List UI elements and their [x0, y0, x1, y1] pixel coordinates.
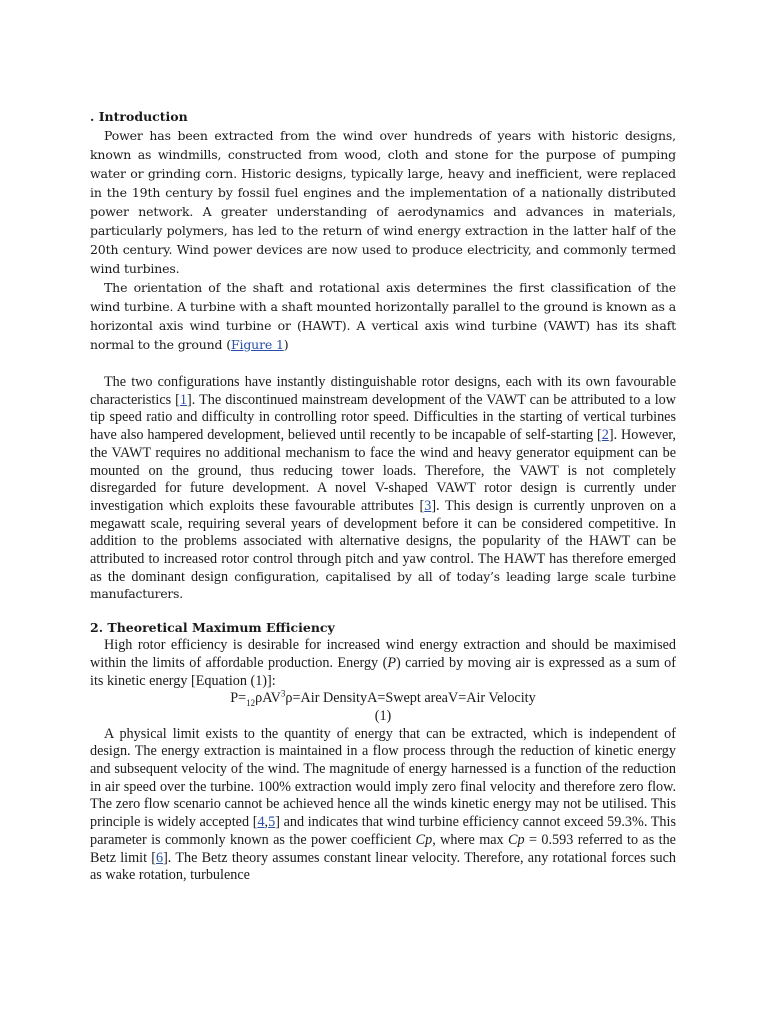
intro-paragraph-3	[90, 374, 676, 604]
section-spacer	[90, 604, 676, 619]
reference-4-link[interactable]: 4	[257, 814, 265, 831]
p3-text-3: ]. However, the VAWT requires no additional mechanism to face the wind and heavy generator equipment can be mounted on the ground, thus reducing tower loads. Therefore, the VAWT is not completely disregarded for future development. A novel V-shaped VAWT rotor design is currently under investigation which exploits these favourable attributes [	[90, 427, 676, 514]
reference-5-link[interactable]: 5	[268, 814, 276, 831]
section-heading-introduction: . Introduction	[90, 109, 188, 124]
efficiency-paragraph-2	[90, 726, 676, 885]
intro-paragraph-2-text: The orientation of the shaft and rotational axis determines the first classification of the wind turbine. A turbine with a shaft mounted horizontally parallel to the ground is known as a horizontal axis wind turbine or (HAWT). A vertical axis wind turbine (VAWT) has its shaft normal to the ground (	[90, 280, 676, 352]
p3-text-2: ]. The discontinued mainstream development of the VAWT can be attributed to a low tip speed ratio and difficulty in controlling rotor speed. Difficulties in the starting of vertical turbines have also hampered development, believed until recently to be incapable of self-starting [	[90, 391, 677, 444]
e2-text-2: ] and indicates that wind turbine efficiency cannot exceed 59.3%. This parameter is commonly known as the power coefficient	[90, 814, 676, 848]
intro-paragraph-2-end: )	[283, 337, 289, 352]
e1-text-1: High rotor efficiency is desirable for increased wind energy extraction and should be maximised within the limits of affordable production. Energy (	[90, 637, 676, 671]
document-page	[90, 108, 676, 885]
paragraph-spacer	[90, 354, 676, 374]
equation-lhs: P=	[230, 690, 247, 707]
p3-text-1: The two configurations have instantly distinguishable rotor designs, each with its own favourable characteristics [	[90, 374, 676, 408]
e2-text-1: A physical limit exists to the quantity of energy that can be extracted, which is independent of design. The energy extraction is maintained in a flow process through the reduction of kinetic energy and subsequent velocity of the wind. The magnitude of energy harnessed is a function of the reduction in air speed over the turbine. 100% extraction would imply zero final velocity and therefore zero flow. The zero flow scenario cannot be achieved hence all the winds kinetic energy may not be utilised. This principle is widely accepted [	[90, 725, 676, 831]
cp-symbol: Cp	[415, 831, 433, 848]
equation-exponent: 3	[280, 688, 286, 699]
section-heading-theoretical-efficiency: 2. Theoretical Maximum Efficiency	[90, 620, 335, 636]
intro-paragraph-1: Power has been extracted from the wind over hundreds of years with historic designs, known as windmills, constructed from wood, cloth and stone for the purpose of pumping water or grinding corn. Historic designs, typically large, heavy and inefficient, were replaced in the 19th century by fossil fuel engines and the implementation of a nationally distributed power network. A greater understanding of aerodynamics and advances in materials, particularly polymers, has led to the return of wind energy extraction in the latter half of the 20th century. Wind power devices are now used to produce electricity, and commonly termed wind turbines.	[90, 128, 676, 276]
e2-text-3: , where max	[432, 831, 509, 848]
reference-1-link[interactable]: 1	[179, 391, 188, 408]
e2-text-5: ]. The Betz theory assumes constant linear velocity. Therefore, any rotational forces such as wake rotation, turbulence	[90, 849, 676, 884]
reference-2-link[interactable]: 2	[601, 427, 609, 444]
equation-rho-av: ρAV	[255, 690, 281, 707]
figure-1-link[interactable]: Figure 1	[230, 337, 284, 352]
intro-paragraph-2	[90, 278, 676, 354]
equation-number: (1)	[374, 707, 392, 724]
e2-comma: ,	[264, 814, 269, 831]
reference-6-link[interactable]: 6	[155, 849, 164, 866]
e1-text-2: ) carried by moving air is expressed as a sum of its kinetic energy [Equation (1)]:	[90, 654, 676, 689]
efficiency-paragraph-1	[90, 637, 676, 690]
equation-definitions: ρ=Air DensityA=Swept areaV=Air Velocity	[285, 690, 536, 707]
energy-symbol-p: P	[387, 654, 396, 671]
reference-3-link[interactable]: 3	[424, 497, 432, 514]
equation-fraction: 12	[246, 698, 256, 709]
cp-symbol-max: Cp	[508, 831, 525, 848]
p3-text-5: configuration, capitalised by all of today’s leading large scale turbine manufacturers.	[90, 569, 676, 602]
e2-text-4: = 0.593 referred to as the Betz limit [	[90, 831, 676, 866]
equation-1	[90, 690, 676, 708]
p3-text-4: ]. This design is currently unproven on a megawatt scale, requiring several years of development before it can be considered competitive. In addition to the problems associated with alternative designs, the popularity of the HAWT can be attributed to increased rotor control through pitch and yaw control. The HAWT has therefore emerged as the dominant design	[90, 497, 676, 585]
